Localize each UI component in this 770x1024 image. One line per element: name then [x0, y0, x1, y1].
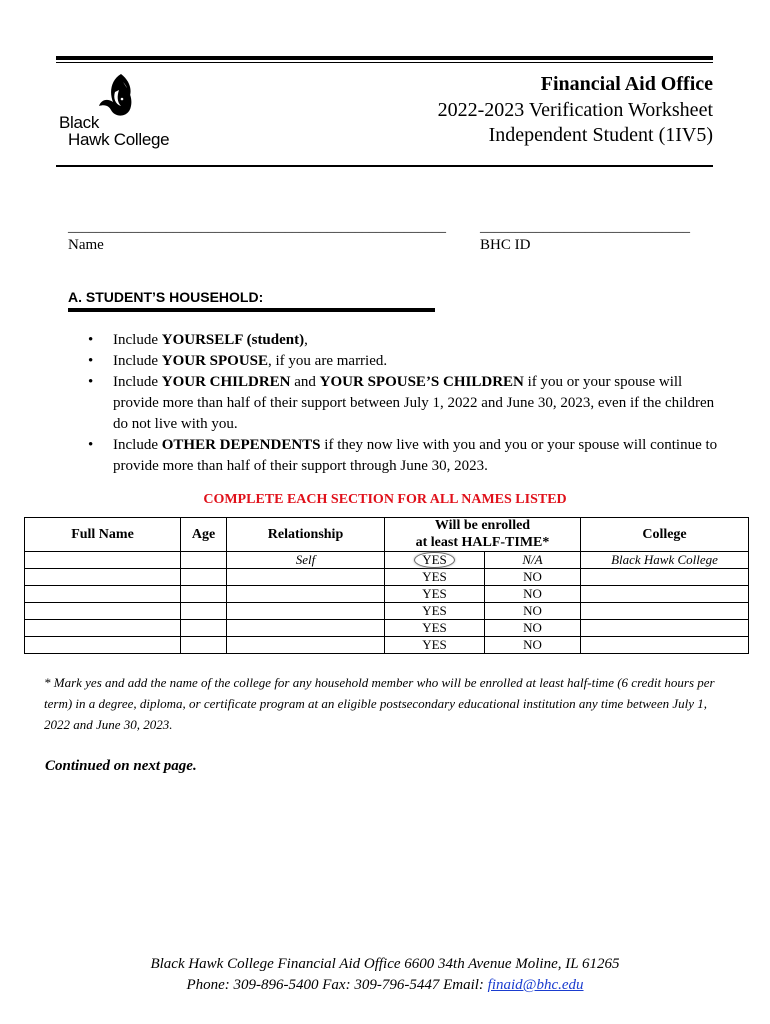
college-cell[interactable]	[581, 603, 749, 620]
age-cell[interactable]	[181, 586, 227, 603]
worksheet-subtitle: Independent Student (1IV5)	[488, 124, 713, 146]
yes-cell[interactable]: YES	[385, 586, 485, 603]
footer-address: Black Hawk College Financial Aid Office 6600 34th Avenue Moline, IL 61265	[150, 956, 620, 972]
footer-contact	[0, 977, 770, 994]
college-cell[interactable]	[581, 620, 749, 637]
office-title: Financial Aid Office	[540, 73, 713, 95]
age-cell[interactable]	[181, 620, 227, 637]
bullet-children: • Include YOUR CHILDREN and YOUR SPOUSE’S CHILDREN if you or your spouse will provide more than half of their support between July 1, 2022 and June 30, 2023, even if the children do not live with you.	[88, 372, 728, 435]
household-table	[24, 517, 749, 654]
yes-cell[interactable]: YES	[385, 620, 485, 637]
footer-contact-text: Phone: 309-896-5400 Fax: 309-796-5447 Email:	[186, 977, 488, 993]
full-name-cell[interactable]	[25, 552, 181, 569]
bhc-id-field[interactable]: ______________________________	[480, 220, 690, 235]
section-a-underline	[68, 308, 435, 312]
bullet-yourself: • Include YOURSELF (student),	[88, 330, 728, 351]
no-cell[interactable]: NO	[485, 620, 581, 637]
age-cell[interactable]	[181, 603, 227, 620]
complete-instruction: COMPLETE EACH SECTION FOR ALL NAMES LISTED	[203, 492, 567, 507]
logo-line-2: Hawk College	[68, 130, 170, 149]
header-enrolled-line1: Will be enrolled	[385, 518, 581, 535]
name-label: Name	[68, 237, 104, 253]
college-cell[interactable]	[581, 569, 749, 586]
no-cell[interactable]: NO	[485, 603, 581, 620]
no-cell[interactable]: NO	[485, 637, 581, 654]
yes-cell[interactable]: YES	[385, 637, 485, 654]
header-college: College	[581, 518, 749, 552]
table-row	[25, 586, 749, 603]
table-row	[25, 603, 749, 620]
full-name-cell[interactable]	[25, 620, 181, 637]
top-rule-thin	[56, 62, 713, 63]
worksheet-title: 2022-2023 Verification Worksheet	[437, 99, 713, 121]
bhc-id-label: BHC ID	[480, 237, 531, 253]
age-cell[interactable]	[181, 637, 227, 654]
header-enrolled-line2: at least HALF-TIME*	[385, 535, 581, 552]
college-cell[interactable]	[581, 586, 749, 603]
logo-line-1: Black	[59, 113, 100, 132]
table-row	[25, 620, 749, 637]
age-cell[interactable]	[181, 552, 227, 569]
header-age: Age	[181, 518, 227, 552]
no-cell[interactable]: NO	[485, 586, 581, 603]
relationship-cell[interactable]	[227, 620, 385, 637]
yes-circled: YES	[414, 552, 455, 568]
yes-cell[interactable]	[385, 552, 485, 569]
college-cell[interactable]	[581, 637, 749, 654]
header-rule	[56, 165, 713, 167]
black-hawk-logo	[57, 72, 172, 152]
relationship-cell[interactable]	[227, 603, 385, 620]
name-field[interactable]: ______________________________________________________	[68, 220, 446, 235]
half-time-footnote: * Mark yes and add the name of the college for any household member who will be enrolled at least half-time (6 credit hours per term) in a degree, diploma, or certificate program at an eligible postsecondary educational institution any time between July 1, 2022 and June 30, 2023.	[44, 675, 715, 732]
section-a-heading: A. STUDENT’S HOUSEHOLD:	[68, 289, 264, 305]
header-full-name: Full Name	[25, 518, 181, 552]
full-name-cell[interactable]	[25, 569, 181, 586]
header-relationship: Relationship	[227, 518, 385, 552]
table-row	[25, 569, 749, 586]
yes-cell[interactable]: YES	[385, 603, 485, 620]
relationship-cell[interactable]	[227, 569, 385, 586]
email-link[interactable]: finaid@bhc.edu	[487, 977, 584, 993]
top-rule-thick	[56, 56, 713, 60]
na-cell: N/A	[485, 552, 581, 569]
relationship-cell[interactable]	[227, 586, 385, 603]
continued-note: Continued on next page.	[45, 758, 197, 774]
full-name-cell[interactable]	[25, 603, 181, 620]
college-cell: Black Hawk College	[581, 552, 749, 569]
table-row	[25, 637, 749, 654]
relationship-cell[interactable]	[227, 637, 385, 654]
full-name-cell[interactable]	[25, 586, 181, 603]
table-row	[25, 552, 749, 569]
full-name-cell[interactable]	[25, 637, 181, 654]
yes-cell[interactable]: YES	[385, 569, 485, 586]
bullet-other-dependents: • Include OTHER DEPENDENTS if they now live with you and you or your spouse will continue to provide more than half of their support through June 30, 2023.	[88, 435, 728, 477]
bullet-spouse: • Include YOUR SPOUSE, if you are married.	[88, 351, 728, 372]
age-cell[interactable]	[181, 569, 227, 586]
no-cell[interactable]: NO	[485, 569, 581, 586]
household-bullet-list	[88, 330, 728, 477]
relationship-cell: Self	[227, 552, 385, 569]
